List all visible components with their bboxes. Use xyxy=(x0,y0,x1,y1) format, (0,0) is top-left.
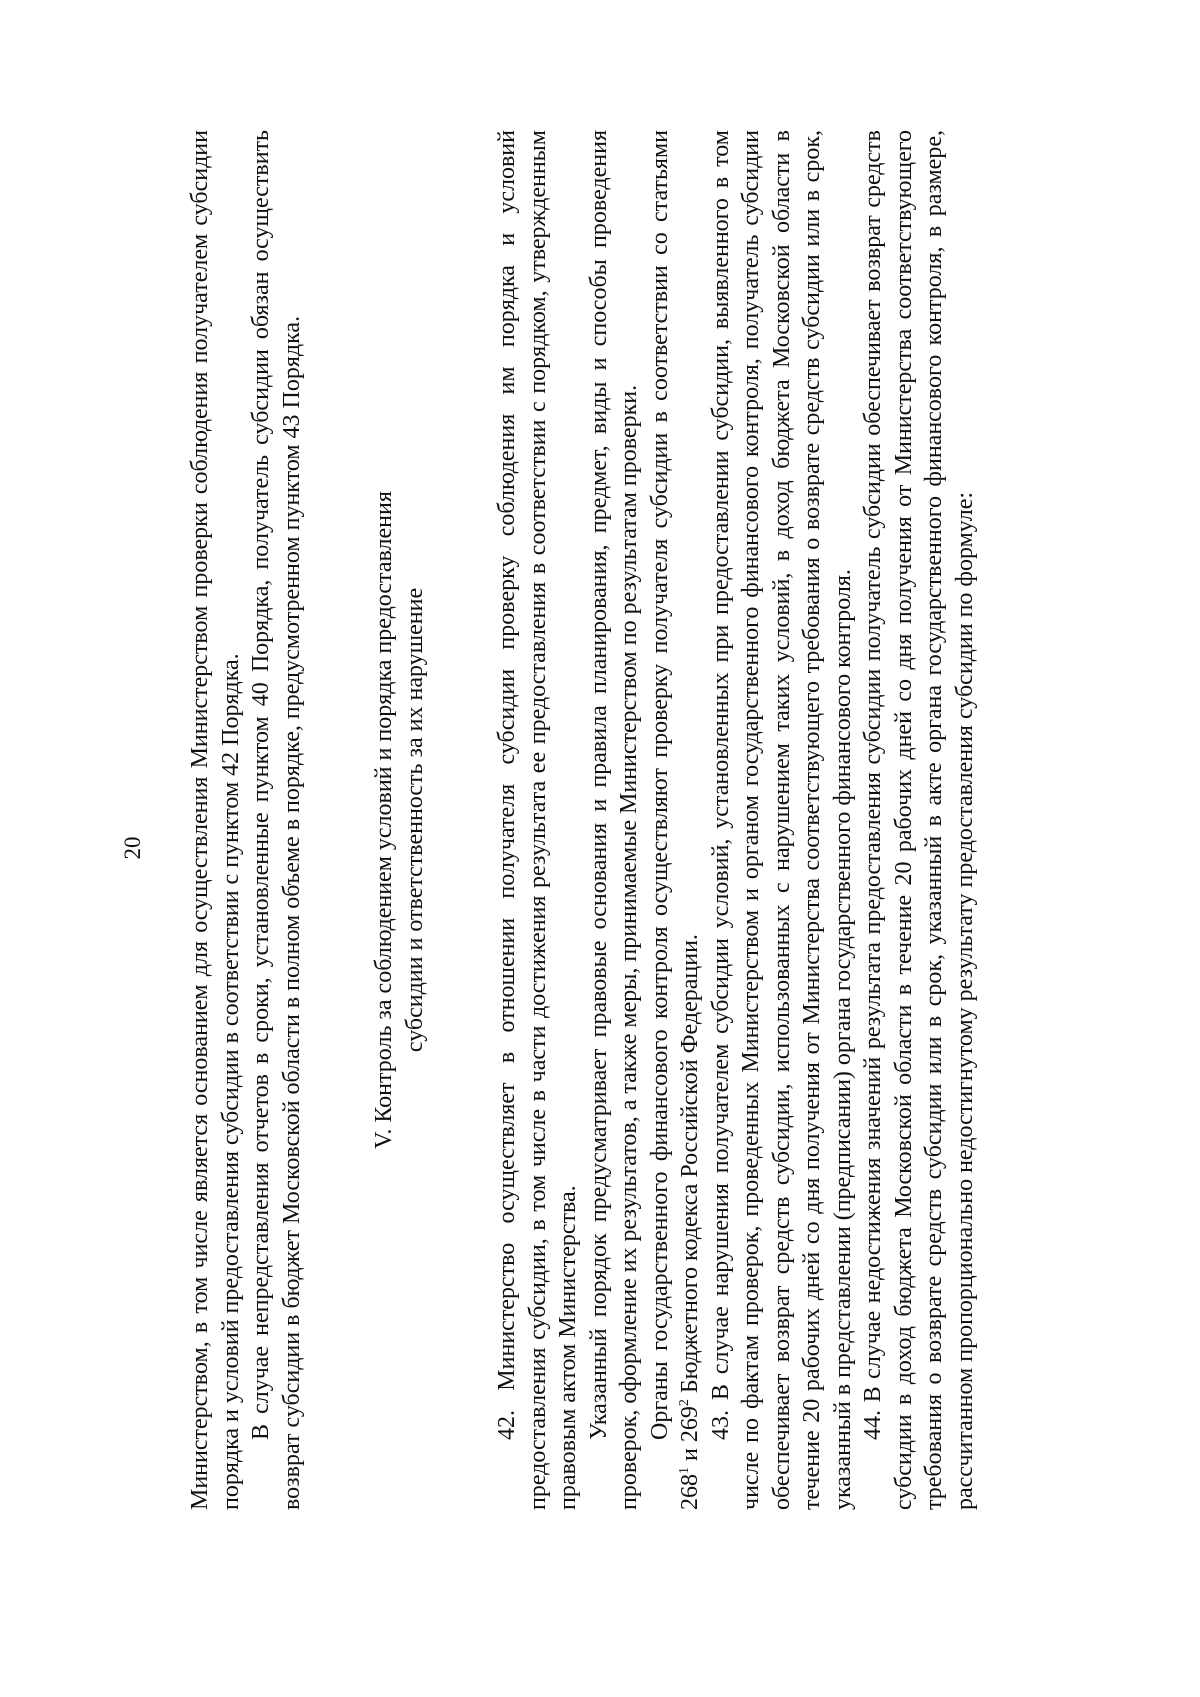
section-title-line-2: субсидии и ответственность за их нарушение xyxy=(401,587,428,1053)
budget-code-text-middle: и 269 xyxy=(677,1406,703,1467)
section-title-line-1: V. Контроль за соблюдением условий и порядка предоставления xyxy=(371,491,397,1149)
paragraph-continuation: Министерством, в том числе является основанием для осуществления Министерством проверки соблюдения получателем субсидии порядка и условий предоставления субсидии в соответствии с пунктом 42 Порядка. xyxy=(187,130,244,1510)
spacer xyxy=(430,130,492,1510)
budget-code-text-after: Бюджетного кодекса Российской Федерации. xyxy=(677,934,703,1400)
paragraph-44: 44. В случае недостижения значений результата предоставления субсидии получатель субсидии обеспечивает возврат средств субсидии в доход бюджета Московской области в течение 20 рабочих дней со дня получения от Министерства соответствующего требования о возврате средств субсидии или в срок, указанный в акте органа государственного финансового контроля, в размере, рассчитанном пропорционально недостигнутому результату предоставления субсидии по формуле: xyxy=(860,130,978,1510)
superscript-1: 1 xyxy=(677,1467,692,1474)
superscript-2: 2 xyxy=(677,1399,692,1407)
budget-code-text-before: Органы государственного финансового контроля осуществляют проверку получателя субсидии в соответствии со статьями 268 xyxy=(646,130,703,1510)
paragraph-verification-procedure: Указанный порядок предусматривает правовые основания и правила планирования, предмет, виды и способы проведения проверок, оформление их результатов, а также меры, принимаемые Министерством по результатам проверки. xyxy=(585,130,642,1510)
paragraph-42: 42. Министерство осуществляет в отношении получателя субсидии проверку соблюдения им порядка и условий предоставления субсидии, в том числе в части достижения результата ее предоставления в соответствии с порядком, утвержденным правовым актом Министерства. xyxy=(494,130,581,1510)
rotated-page-content xyxy=(100,108,1100,1588)
document-body xyxy=(185,130,980,1510)
paragraph-financial-control-bodies xyxy=(645,130,706,1510)
spacer xyxy=(307,130,369,1510)
paragraph-reports-nonsubmission: В случае непредставления отчетов в сроки, установленные пунктом 40 Порядка, получатель субсидии обязан осуществить возврат субсидии в бюджет Московской области в полном объеме в порядке, предусмотренном пунктом 43 Порядка. xyxy=(248,130,305,1510)
paragraph-43: 43. В случае нарушения получателем субсидии условий, установленных при предоставлении субсидии, выявленного в том числе по фактам проверок, проведенных Министерством и органом государственного финансового контроля, получатель субсидии обеспечивает возврат средств субсидии, использованных с нарушением таких условий, в доход бюджета Московской области в течение 20 рабочих дней со дня получения от Министерства соответствующего требования о возврате средств субсидии или в срок, указанный в представлении (предписании) органа государственного финансового контроля. xyxy=(707,130,856,1510)
page-number: 20 xyxy=(120,836,145,860)
